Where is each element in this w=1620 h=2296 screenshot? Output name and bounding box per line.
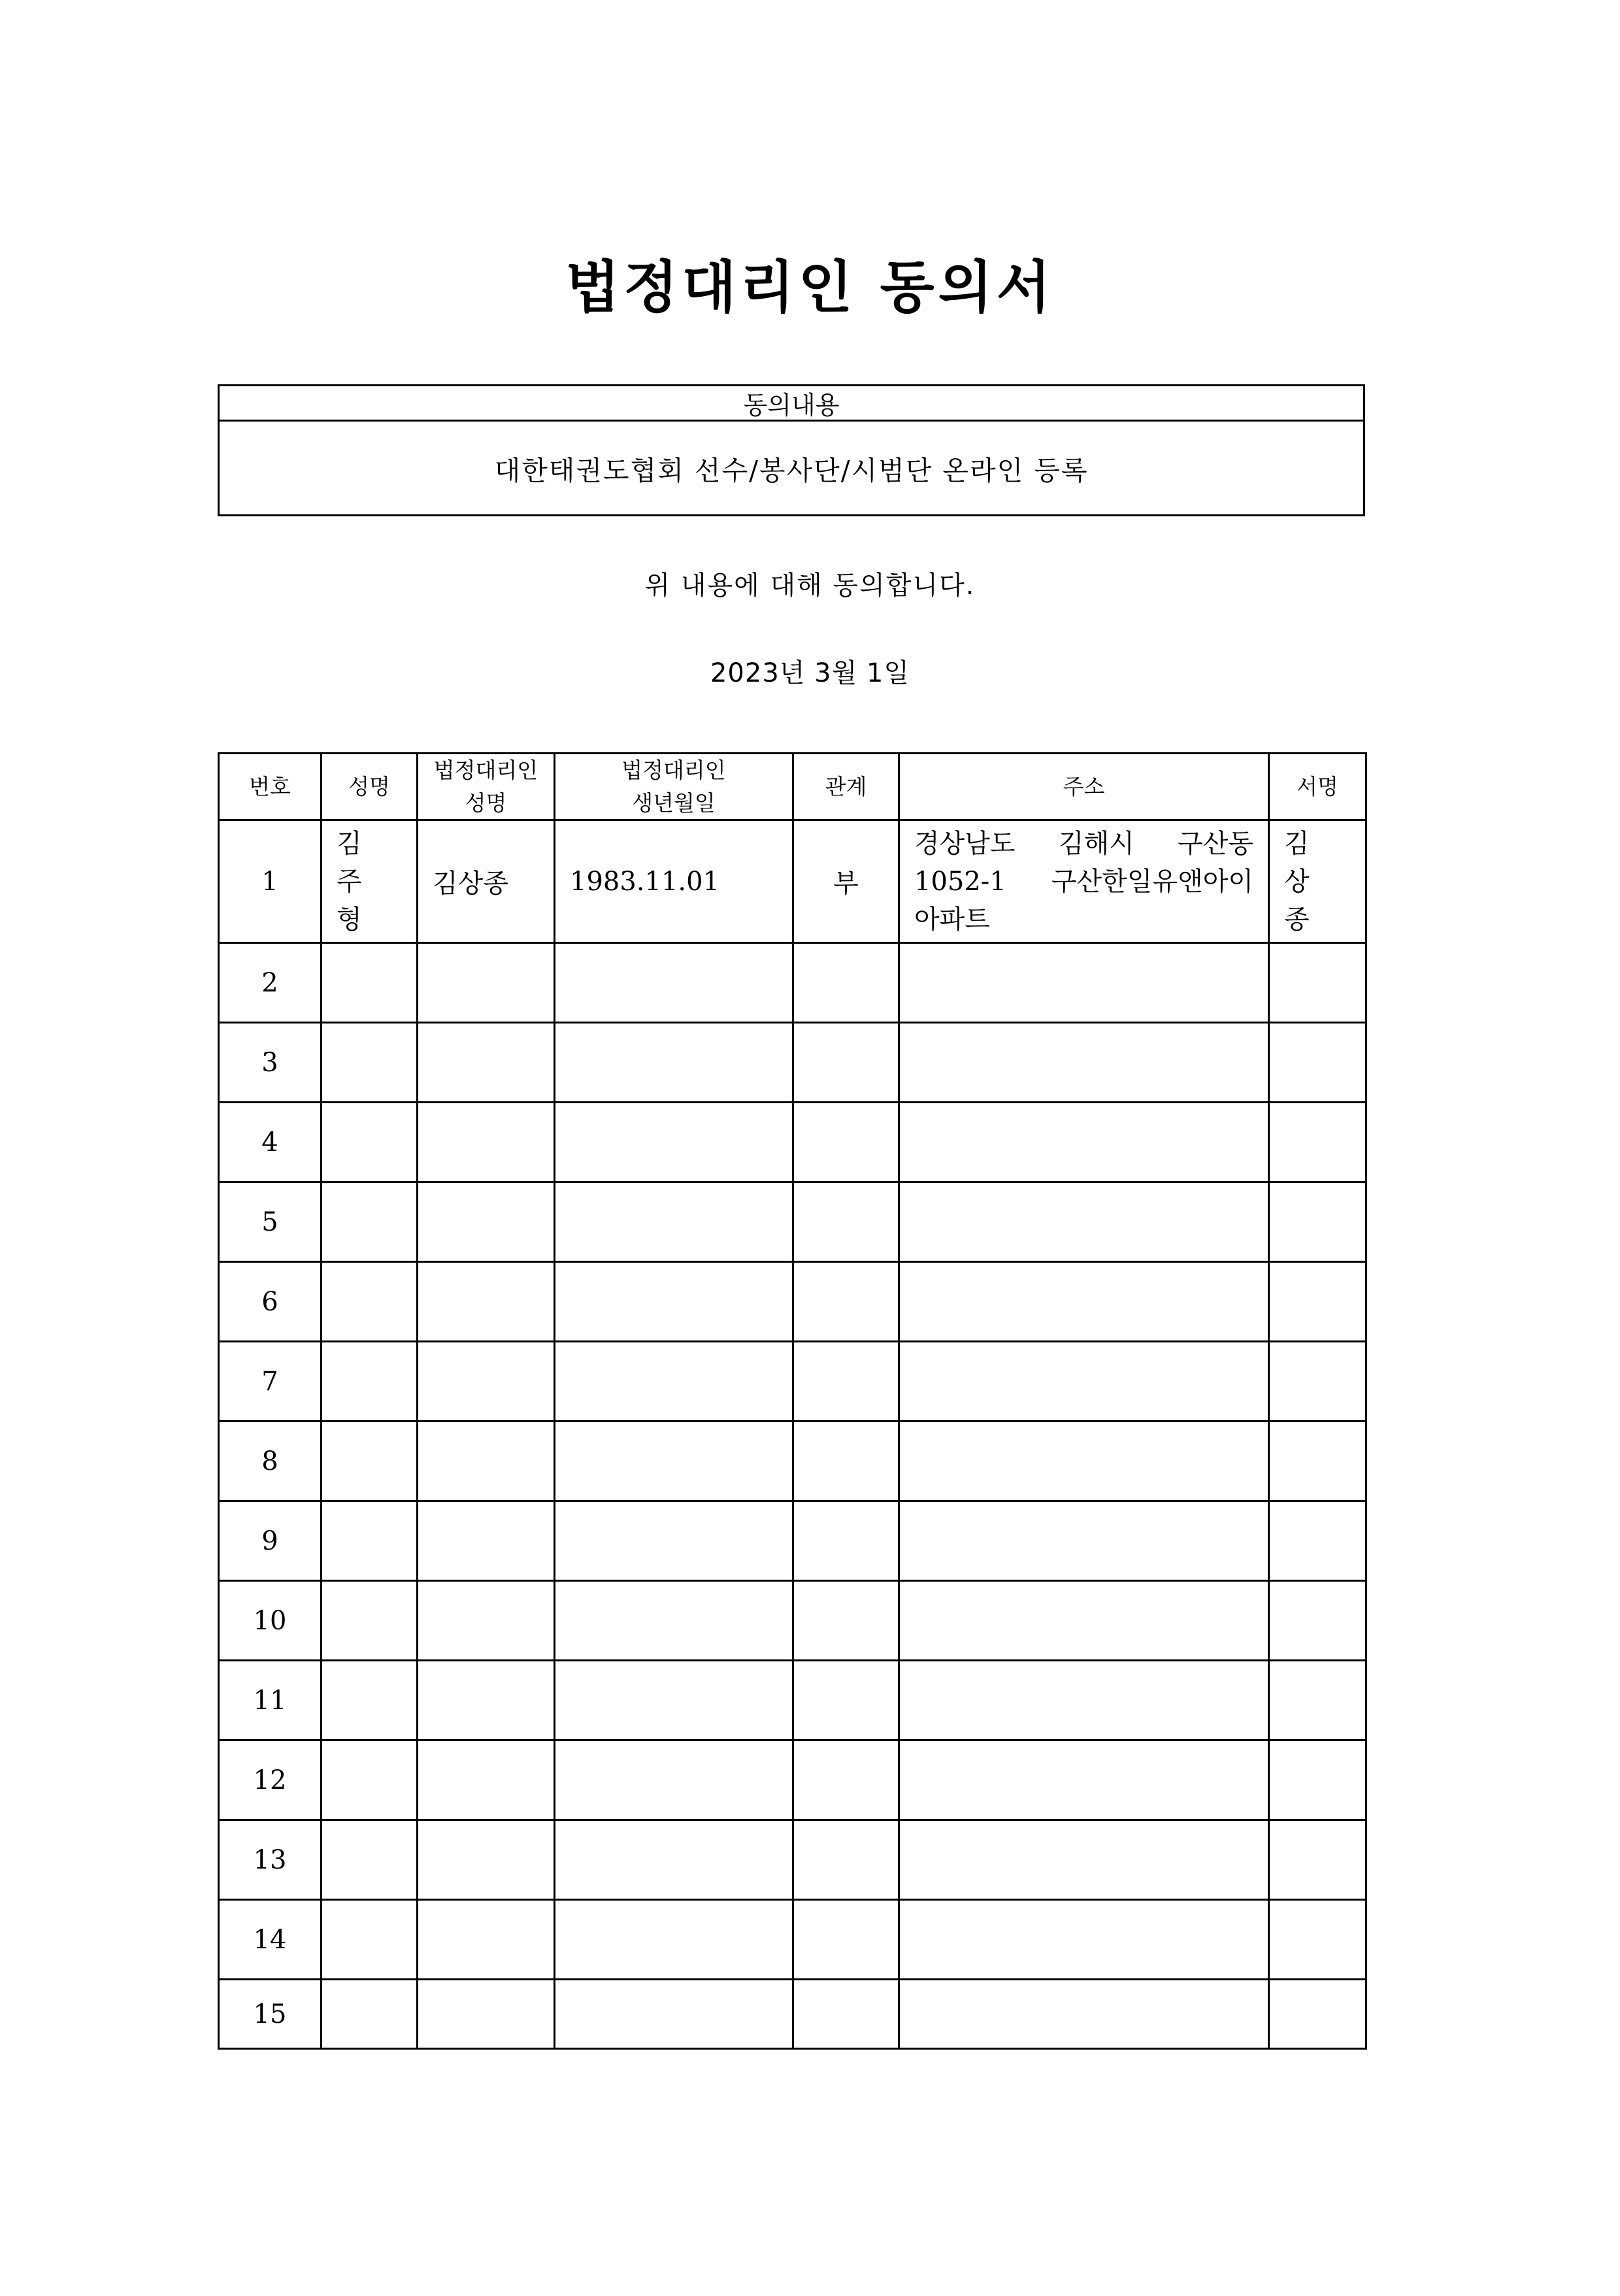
table-row bbox=[219, 943, 1366, 1023]
empty-rows bbox=[219, 943, 1366, 2049]
student-name bbox=[322, 1262, 418, 1342]
signature bbox=[1269, 1262, 1366, 1342]
relation bbox=[793, 1581, 899, 1661]
address-line1 bbox=[914, 825, 1253, 863]
student-name bbox=[322, 1900, 418, 1980]
student-name-line2: 형 bbox=[337, 904, 375, 935]
guardian-birthdate bbox=[555, 1501, 793, 1581]
signature bbox=[1269, 1422, 1366, 1501]
student-name bbox=[322, 1023, 418, 1103]
guardian-birthdate bbox=[555, 1182, 793, 1262]
header-signature: 서명 bbox=[1269, 754, 1366, 820]
signature-line1: 김 상 bbox=[1284, 828, 1323, 897]
student-name bbox=[322, 1422, 418, 1501]
guardian-birthdate bbox=[555, 1103, 793, 1182]
row-number: 3 bbox=[219, 1023, 322, 1103]
guardian-birthdate bbox=[555, 1342, 793, 1422]
table-row bbox=[219, 1501, 1366, 1581]
signature bbox=[1269, 1980, 1366, 2049]
signature bbox=[1269, 1342, 1366, 1422]
guardian-birthdate bbox=[555, 1980, 793, 2049]
address bbox=[899, 943, 1269, 1023]
student-name bbox=[322, 943, 418, 1023]
address bbox=[899, 1262, 1269, 1342]
signature bbox=[1269, 1501, 1366, 1581]
address-line2 bbox=[914, 863, 1253, 901]
signature bbox=[1269, 1103, 1366, 1182]
row-number: 11 bbox=[219, 1661, 322, 1740]
guardian-name: 김상종 bbox=[418, 820, 555, 943]
address bbox=[899, 1501, 1269, 1581]
header-address: 주소 bbox=[899, 754, 1269, 820]
guardian-name bbox=[418, 1182, 555, 1262]
guardian-birthdate bbox=[555, 1581, 793, 1661]
guardian-birthdate bbox=[555, 943, 793, 1023]
student-name-line1: 김 주 bbox=[337, 828, 375, 897]
table-row bbox=[219, 1740, 1366, 1820]
guardian-birthdate bbox=[555, 1262, 793, 1342]
relation bbox=[793, 1182, 899, 1262]
address bbox=[899, 1023, 1269, 1103]
signature bbox=[1269, 1182, 1366, 1262]
row-number: 8 bbox=[219, 1422, 322, 1501]
table-row bbox=[219, 1661, 1366, 1740]
header-no: 번호 bbox=[219, 754, 322, 820]
table-row bbox=[219, 1342, 1366, 1422]
table-row bbox=[219, 1023, 1366, 1103]
guardian-name bbox=[418, 1661, 555, 1740]
row-number: 13 bbox=[219, 1820, 322, 1900]
address bbox=[899, 820, 1269, 943]
guardian-birthdate bbox=[555, 1661, 793, 1740]
student-name bbox=[322, 820, 418, 943]
page-title: 법정대리인 동의서 bbox=[565, 255, 1055, 320]
row-number: 9 bbox=[219, 1501, 322, 1581]
address bbox=[899, 1182, 1269, 1262]
address-line1-part1: 경상남도 bbox=[914, 828, 1016, 859]
relation bbox=[793, 1103, 899, 1182]
table-header-row bbox=[219, 754, 1366, 820]
relation bbox=[793, 1740, 899, 1820]
student-name bbox=[322, 1581, 418, 1661]
address-line1-part3: 구산동 bbox=[1178, 828, 1253, 859]
row-number: 12 bbox=[219, 1740, 322, 1820]
guardian-name bbox=[418, 1820, 555, 1900]
consent-date: 2023년 3월 1일 bbox=[710, 658, 910, 688]
student-name bbox=[322, 1661, 418, 1740]
row-number: 14 bbox=[219, 1900, 322, 1980]
guardian-birthdate bbox=[555, 1023, 793, 1103]
student-name bbox=[322, 1182, 418, 1262]
address bbox=[899, 1342, 1269, 1422]
address-line3: 아파트 bbox=[914, 904, 990, 935]
address bbox=[899, 1581, 1269, 1661]
guardian-name bbox=[418, 1422, 555, 1501]
table-row bbox=[219, 1422, 1366, 1501]
signature-line2: 종 bbox=[1284, 904, 1323, 935]
student-name bbox=[322, 1501, 418, 1581]
signature bbox=[1269, 820, 1366, 943]
table-row bbox=[219, 1900, 1366, 1980]
guardian-birthdate bbox=[555, 1740, 793, 1820]
header-guardian-name-line2: 성명 bbox=[465, 790, 507, 816]
address-line2-part1: 1052-1 bbox=[914, 866, 1006, 897]
relation bbox=[793, 1342, 899, 1422]
guardian-name bbox=[418, 1023, 555, 1103]
consent-content-box bbox=[218, 384, 1365, 516]
guardian-name bbox=[418, 1342, 555, 1422]
student-name bbox=[322, 1980, 418, 2049]
guardian-birthdate: 1983.11.01 bbox=[555, 820, 793, 943]
guardian-birthdate bbox=[555, 1900, 793, 1980]
address bbox=[899, 1820, 1269, 1900]
address bbox=[899, 1740, 1269, 1820]
table-row bbox=[219, 1820, 1366, 1900]
relation bbox=[793, 1820, 899, 1900]
address bbox=[899, 1422, 1269, 1501]
header-name: 성명 bbox=[322, 754, 418, 820]
agreement-statement: 위 내용에 대해 동의합니다. bbox=[644, 571, 976, 601]
guardian-table bbox=[218, 752, 1367, 2050]
guardian-name bbox=[418, 1581, 555, 1661]
guardian-birthdate bbox=[555, 1422, 793, 1501]
row-number: 10 bbox=[219, 1581, 322, 1661]
consent-header: 동의내용 bbox=[220, 386, 1363, 422]
student-name bbox=[322, 1820, 418, 1900]
relation bbox=[793, 1900, 899, 1980]
guardian-birthdate bbox=[555, 1820, 793, 1900]
relation bbox=[793, 1661, 899, 1740]
header-guardian-birth bbox=[555, 754, 793, 820]
consent-content: 대한태권도협회 선수/봉사단/시범단 온라인 등록 bbox=[494, 454, 1089, 486]
signature bbox=[1269, 943, 1366, 1023]
row-number: 2 bbox=[219, 943, 322, 1023]
guardian-name bbox=[418, 1740, 555, 1820]
header-guardian-name bbox=[418, 754, 555, 820]
address bbox=[899, 1900, 1269, 1980]
signature bbox=[1269, 1900, 1366, 1980]
signature bbox=[1269, 1740, 1366, 1820]
student-name bbox=[322, 1740, 418, 1820]
relation bbox=[793, 1422, 899, 1501]
row-number: 15 bbox=[219, 1980, 322, 2049]
row-number: 5 bbox=[219, 1182, 322, 1262]
address bbox=[899, 1661, 1269, 1740]
address-line1-part2: 김해시 bbox=[1058, 828, 1134, 859]
row-number: 6 bbox=[219, 1262, 322, 1342]
address-line2-part2: 구산한일유앤아이 bbox=[1051, 866, 1253, 897]
address bbox=[899, 1980, 1269, 2049]
relation: 부 bbox=[793, 820, 899, 943]
table-row bbox=[219, 1182, 1366, 1262]
header-guardian-birth-line1: 법정대리인 bbox=[621, 757, 726, 783]
guardian-name bbox=[418, 1900, 555, 1980]
table-row bbox=[219, 1980, 1366, 2049]
guardian-name bbox=[418, 1501, 555, 1581]
relation bbox=[793, 943, 899, 1023]
relation bbox=[793, 1980, 899, 2049]
header-guardian-name-line1: 법정대리인 bbox=[433, 757, 538, 783]
header-guardian-birth-line2: 생년월일 bbox=[632, 790, 716, 816]
row-number: 4 bbox=[219, 1103, 322, 1182]
guardian-name bbox=[418, 1980, 555, 2049]
signature bbox=[1269, 1581, 1366, 1661]
table-row bbox=[219, 1581, 1366, 1661]
row-number: 7 bbox=[219, 1342, 322, 1422]
signature bbox=[1269, 1023, 1366, 1103]
address bbox=[899, 1103, 1269, 1182]
relation bbox=[793, 1023, 899, 1103]
signature bbox=[1269, 1820, 1366, 1900]
signature bbox=[1269, 1661, 1366, 1740]
table-row bbox=[219, 1103, 1366, 1182]
table-row bbox=[219, 1262, 1366, 1342]
relation bbox=[793, 1501, 899, 1581]
guardian-name bbox=[418, 943, 555, 1023]
student-name bbox=[322, 1103, 418, 1182]
guardian-name bbox=[418, 1103, 555, 1182]
row-number: 1 bbox=[219, 820, 322, 943]
guardian-name bbox=[418, 1262, 555, 1342]
header-relation: 관계 bbox=[793, 754, 899, 820]
relation bbox=[793, 1262, 899, 1342]
student-name bbox=[322, 1342, 418, 1422]
table-row bbox=[219, 820, 1366, 943]
